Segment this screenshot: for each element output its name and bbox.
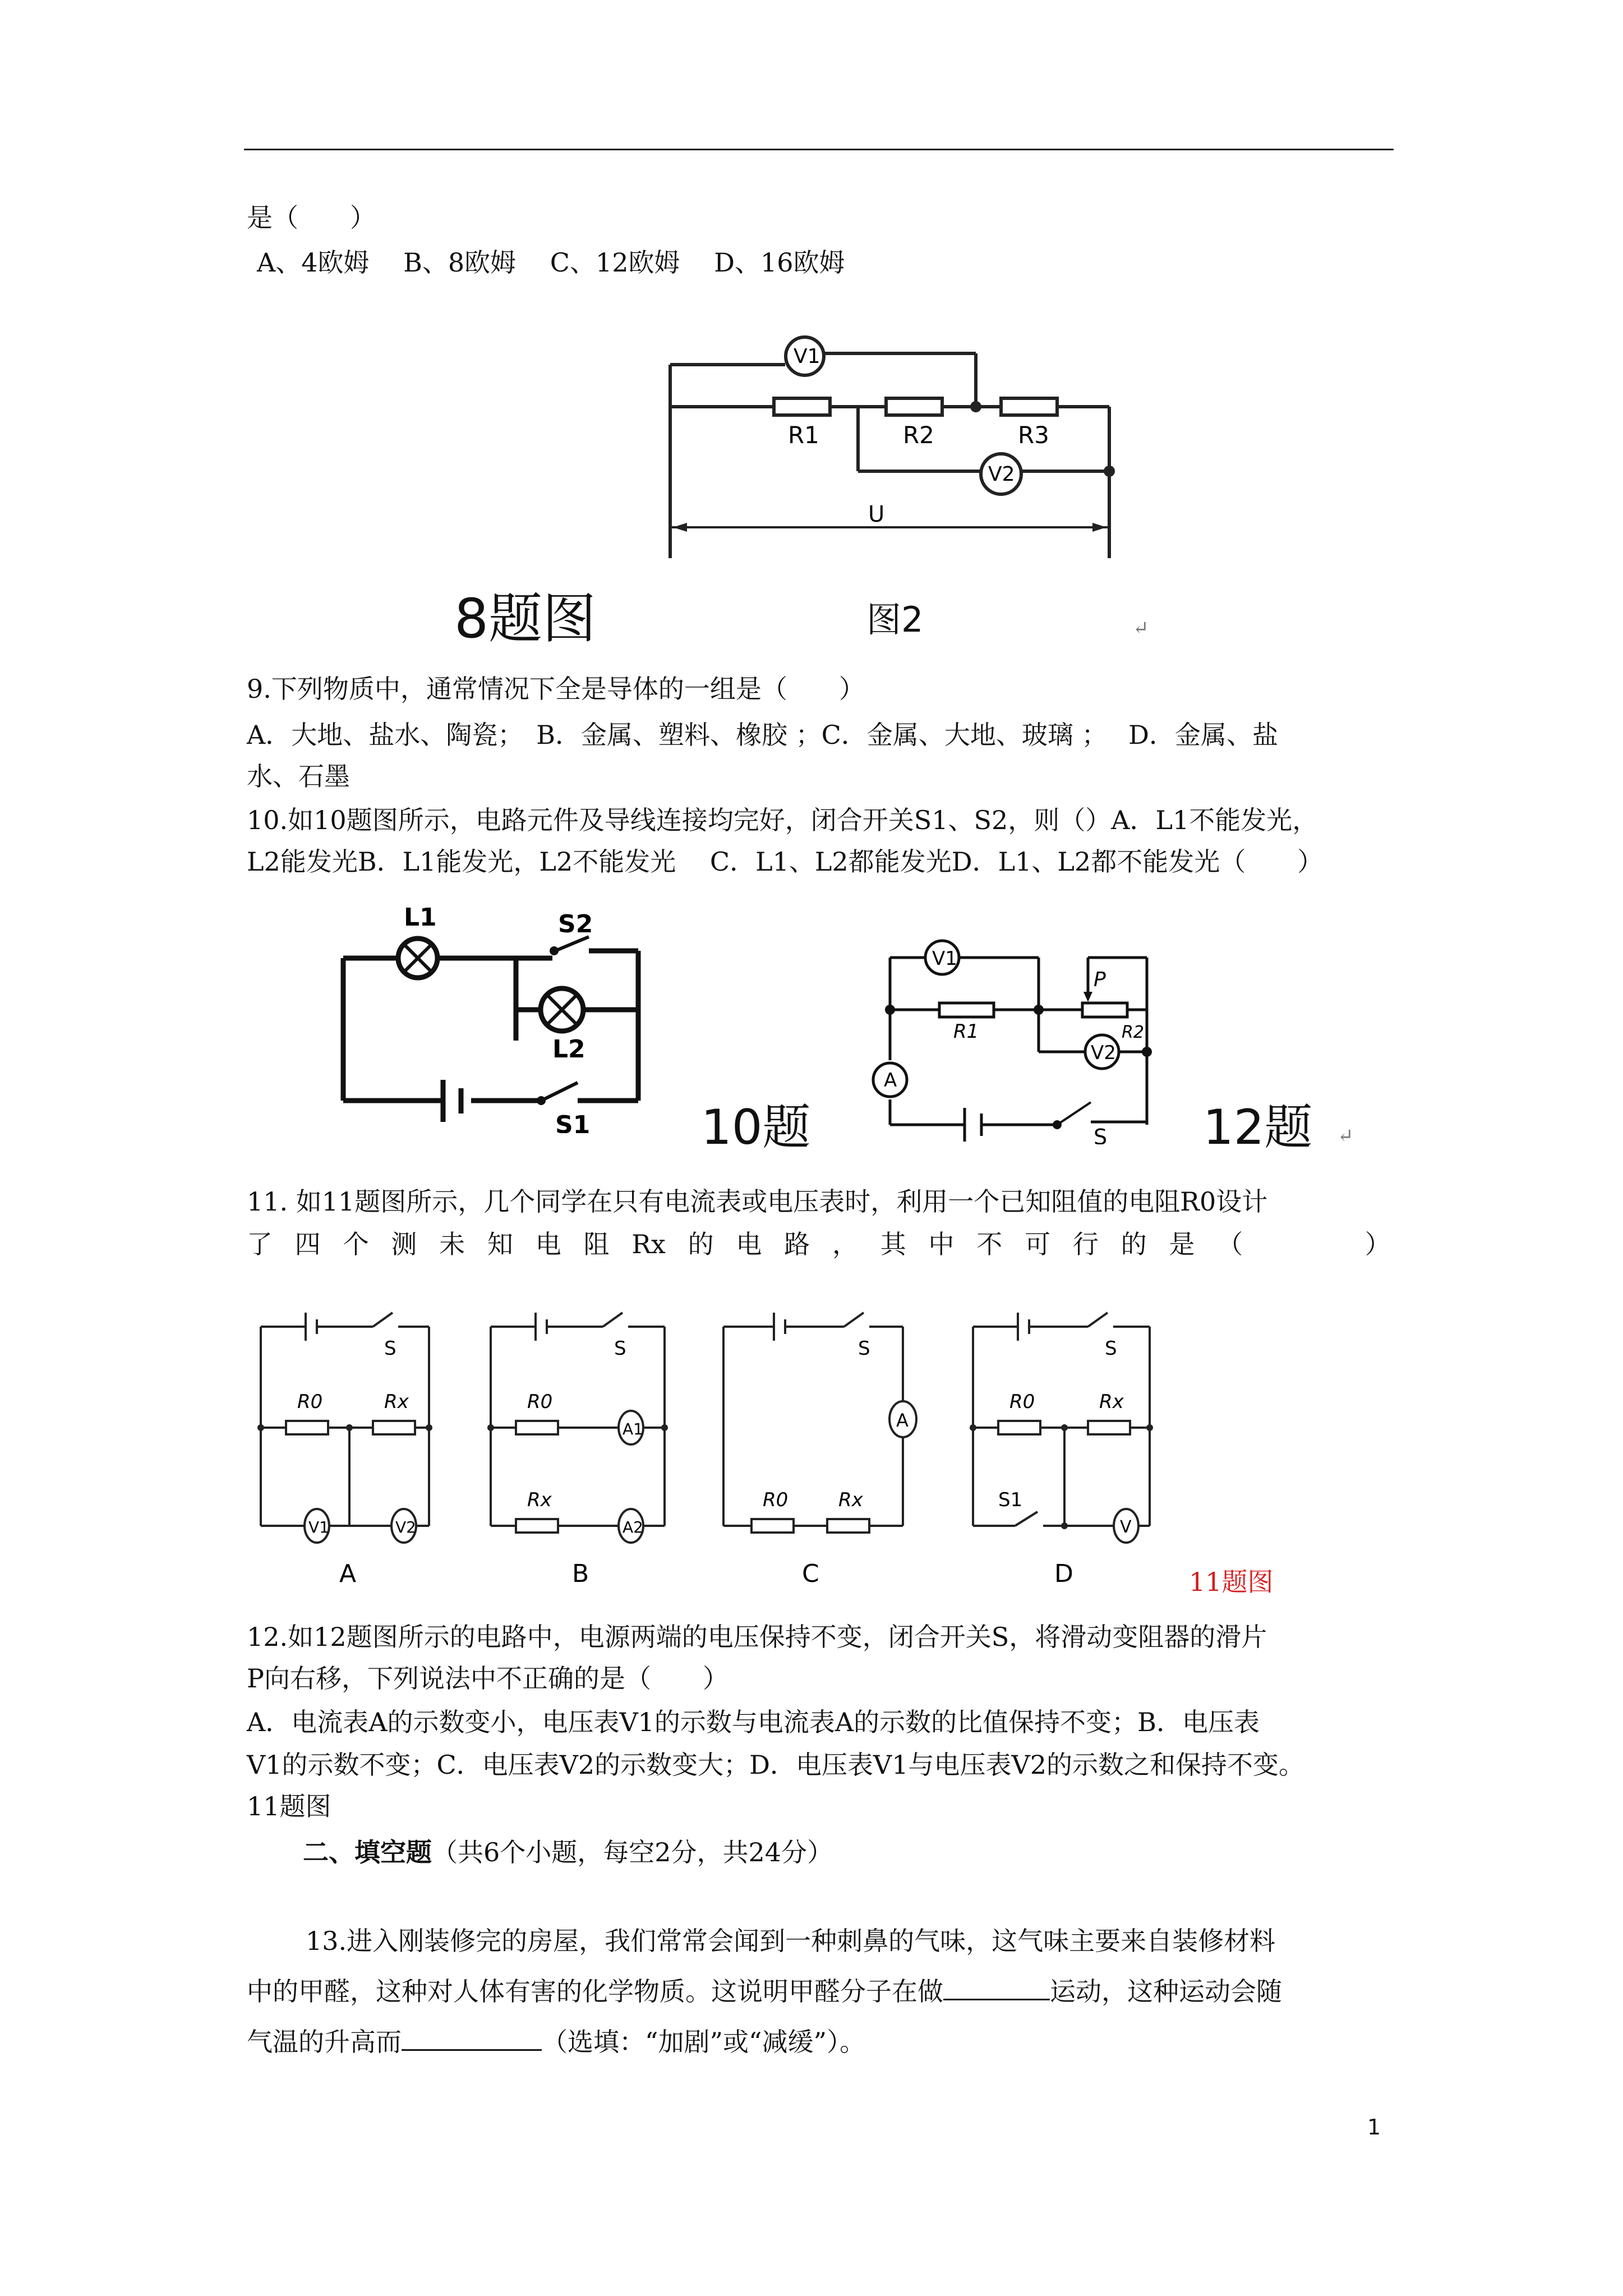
panel-a-rx-label: Rx (384, 1391, 409, 1413)
panel-c-s-label: S (858, 1337, 870, 1360)
q12-line2: P向右移，下列说法中不正确的是（ ） (247, 1663, 728, 1694)
q13-line2-b: 运动，这种运动会随 (1050, 1976, 1282, 2007)
q11-char: ， (832, 1229, 858, 1259)
s2-label: S2 (558, 910, 593, 938)
q10-line1: 10.如10题图所示，电路元件及导线连接均完好，闭合开关S1、S2，则（）A．L1不能发光， (247, 805, 1318, 835)
panel-a-v2-label: V2 (395, 1518, 416, 1536)
panel-b-a1-label: A1 (623, 1420, 643, 1438)
q12-s-label: S (1094, 1125, 1108, 1144)
q10-line2: L2能发光B．L1能发光，L2不能发光 C．L1、L2都能发光D．L1、L2都不能发光（ ） (247, 846, 1324, 877)
q13-line3-a: 气温的升高而 (247, 2027, 402, 2057)
q11-char: 是 (1169, 1229, 1195, 1259)
r1-label: R1 (788, 421, 819, 449)
q8-figure-subcaption: 图2 (866, 599, 924, 640)
q8-figure-caption: 8题图 (454, 587, 597, 650)
panel-a-s-label: S (384, 1337, 396, 1360)
q11-char: 电 (736, 1229, 762, 1259)
panel-a-label: A (339, 1559, 357, 1588)
q11-char: 路 (784, 1229, 810, 1259)
q11-char: 个 (343, 1229, 369, 1259)
q9-options-line1: A．大地、盐水、陶瓷； B．金属、塑料、橡胶 ；C．金属、大地、玻璃 ； D．金属、盐 (247, 720, 1278, 750)
q11-char: 了 (247, 1229, 273, 1259)
q13-blank-1[interactable] (943, 1976, 1050, 2000)
q11-char: 的 (1121, 1229, 1147, 1259)
q11-char (1265, 1227, 1343, 1261)
panel-a-r0-label: R0 (297, 1391, 323, 1413)
q13-line2-a: 中的甲醛，这种对人体有害的化学物质。这说明甲醛分子在做 (247, 1976, 943, 2007)
q12-line4: V1的示数不变；C．电压表V2的示数变大；D．电压表V1与电压表V2的示数之和保持不变。 (247, 1750, 1305, 1780)
q11-char: 可 (1025, 1229, 1051, 1259)
q12-r1-label: R1 (953, 1020, 979, 1043)
q11-line1: 11. 如11题图所示，几个同学在只有电流表或电压表时，利用一个已知阻值的电阻R0设计 (247, 1186, 1268, 1217)
q9-stem: 9.下列物质中，通常情况下全是导体的一组是（ ） (247, 674, 865, 704)
l2-label: L2 (552, 1035, 585, 1064)
q11-line2 (247, 1227, 1391, 1261)
q10-circuit-figure (331, 898, 690, 1133)
q12-line5: 11题图 (247, 1791, 331, 1821)
q13-line3 (247, 2025, 865, 2059)
q11-char: 知 (487, 1229, 513, 1259)
panel-a-v1-label: V1 (308, 1518, 329, 1536)
q13-line2 (247, 1975, 1282, 2008)
q12-figure-caption: 12题 (1203, 1099, 1313, 1156)
v2-meter-label: V2 (988, 463, 1015, 486)
panel-d-r0-label: R0 (1009, 1391, 1035, 1413)
q12-v2-label: V2 (1091, 1042, 1116, 1064)
q10-figure-caption: 10题 (701, 1099, 811, 1156)
header-rule (244, 149, 1394, 150)
q13-line1: 13.进入刚装修完的房屋，我们常常会闻到一种刺鼻的气味，这气味主要来自装修材料 (306, 1926, 1276, 1956)
panel-d-s1-label: S1 (998, 1489, 1023, 1511)
q11-char: 四 (294, 1229, 321, 1259)
q11-char: 中 (928, 1229, 955, 1259)
q8-options: A、4欧姆 B、8欧姆 C、12欧姆 D、16欧姆 (257, 247, 845, 278)
section2-heading (303, 1835, 833, 1869)
panel-d-rx-label: Rx (1099, 1391, 1124, 1413)
panel-c-label: C (802, 1559, 819, 1588)
q11-char: 行 (1072, 1229, 1099, 1259)
q11-circuits-figure (247, 1290, 1200, 1604)
u-label: U (868, 501, 885, 527)
q11-char: 其 (880, 1229, 906, 1259)
panel-b-a2-label: A2 (623, 1518, 643, 1536)
section2-note: （共6个小题，每空2分，共24分） (432, 1837, 833, 1867)
panel-d-label: D (1054, 1559, 1073, 1588)
q12-a-label: A (884, 1069, 897, 1092)
q11-char: 阻 (583, 1229, 610, 1259)
page-number: 1 (1367, 2115, 1381, 2139)
panel-b-rx-label: Rx (527, 1489, 552, 1511)
panel-c-rx-label: Rx (838, 1489, 863, 1511)
panel-d-s-label: S (1105, 1337, 1117, 1360)
return-mark: ↵ (1133, 617, 1149, 639)
panel-d-v-label: V (1120, 1517, 1132, 1537)
q11-char: 不 (976, 1229, 1003, 1259)
panel-b-r0-label: R0 (527, 1391, 553, 1413)
return-mark-2: ↵ (1338, 1125, 1354, 1147)
q9-options-line2: 水、石墨 (247, 761, 350, 792)
q11-char: Rx (631, 1229, 666, 1259)
q12-line1: 12.如12题图所示的电路中，电源两端的电压保持不变，闭合开关S，将滑动变阻器的滑片 (247, 1622, 1267, 1652)
q12-v1-label: V1 (932, 947, 957, 970)
r3-label: R3 (1018, 421, 1049, 449)
panel-b-s-label: S (614, 1337, 626, 1360)
q13-blank-2[interactable] (402, 2027, 542, 2051)
q13-line3-b: （选填：“加剧”或“减缓”）。 (542, 2027, 866, 2057)
q12-r2-label: R2 (1122, 1023, 1144, 1042)
q11-char: 电 (535, 1229, 561, 1259)
s1-label: S1 (555, 1111, 591, 1133)
q11-char: 的 (688, 1229, 714, 1259)
l1-label: L1 (404, 903, 437, 932)
r2-label: R2 (903, 421, 934, 449)
q11-char: 未 (439, 1229, 465, 1259)
q12-p-label: P (1094, 968, 1106, 991)
q11-char: 测 (391, 1229, 417, 1259)
v1-meter-label: V1 (794, 345, 820, 368)
q11-figure-caption: 11题图 (1189, 1567, 1274, 1597)
q12-line3: A．电流表A的示数变小，电压表V1的示数与电流表A的示数的比值保持不变；B．电压表 (247, 1707, 1260, 1737)
panel-b-label: B (572, 1559, 589, 1588)
q11-char: （ (1217, 1229, 1243, 1259)
panel-c-a-label: A (896, 1410, 909, 1431)
section2-title: 二、填空题 (303, 1837, 432, 1867)
q11-char: ） (1364, 1229, 1391, 1259)
panel-c-r0-label: R0 (763, 1489, 789, 1511)
q12-circuit-figure (864, 920, 1211, 1144)
q8-stem-tail: 是（ ） (247, 203, 376, 233)
